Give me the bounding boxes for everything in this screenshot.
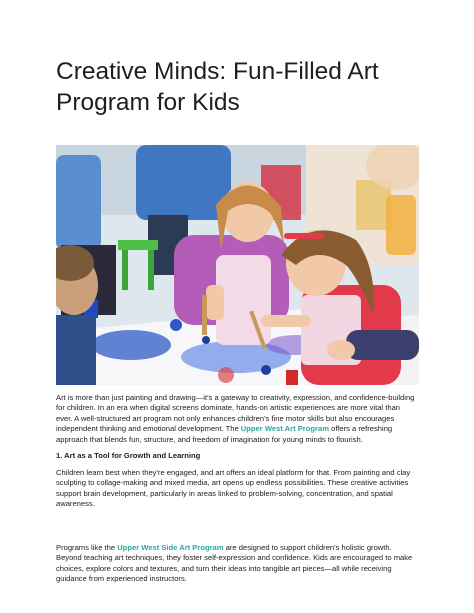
hero-image bbox=[56, 145, 419, 385]
programs-text-start: Programs like the bbox=[56, 543, 118, 552]
page-title: Creative Minds: Fun-Filled Art Program for Kids bbox=[56, 58, 379, 116]
children-painting-photo-icon bbox=[56, 145, 419, 385]
upper-west-art-program-link[interactable]: Upper West Art Program bbox=[240, 424, 329, 434]
programs-text-end: are designed to support children's holistic growth. Beyond teaching art techniques, they foster self-expression and confidence. Kids are encouraged to make choices, explore colors and textures, and turn their ideas into tangible art pieces—all while receiving guidance from experienced instructors. bbox=[56, 543, 413, 584]
intro-text-end: offers a refreshing approach that blends fun, structure, and freedom of imagination for young minds to flourish. bbox=[56, 424, 393, 444]
growth-paragraph: Children learn best when they're engaged, and art offers an ideal platform for that. From painting and clay sculpting to collage-making and mixed media, art opens up endless possibilities. These creative activities support brain development, particularly in areas linked to problem-solving, concentration, and spatial awareness. bbox=[56, 468, 411, 509]
upper-west-side-art-program-link[interactable]: Upper West Side Art Program bbox=[117, 543, 224, 552]
section-heading: 1. Art as a Tool for Growth and Learning bbox=[56, 451, 201, 460]
intro-paragraph bbox=[56, 393, 418, 445]
intro-text-start: Art is more than just painting and drawing—it's a gateway to creativity, expression, and confidence-building for children. In an era when digital screens dominate, hands-on artistic experiences are more vital than ever. A well-structured art program not only enhances children's fine motor skills but also encourages independent thinking and emotional development. The bbox=[56, 393, 415, 434]
programs-paragraph bbox=[56, 543, 418, 585]
